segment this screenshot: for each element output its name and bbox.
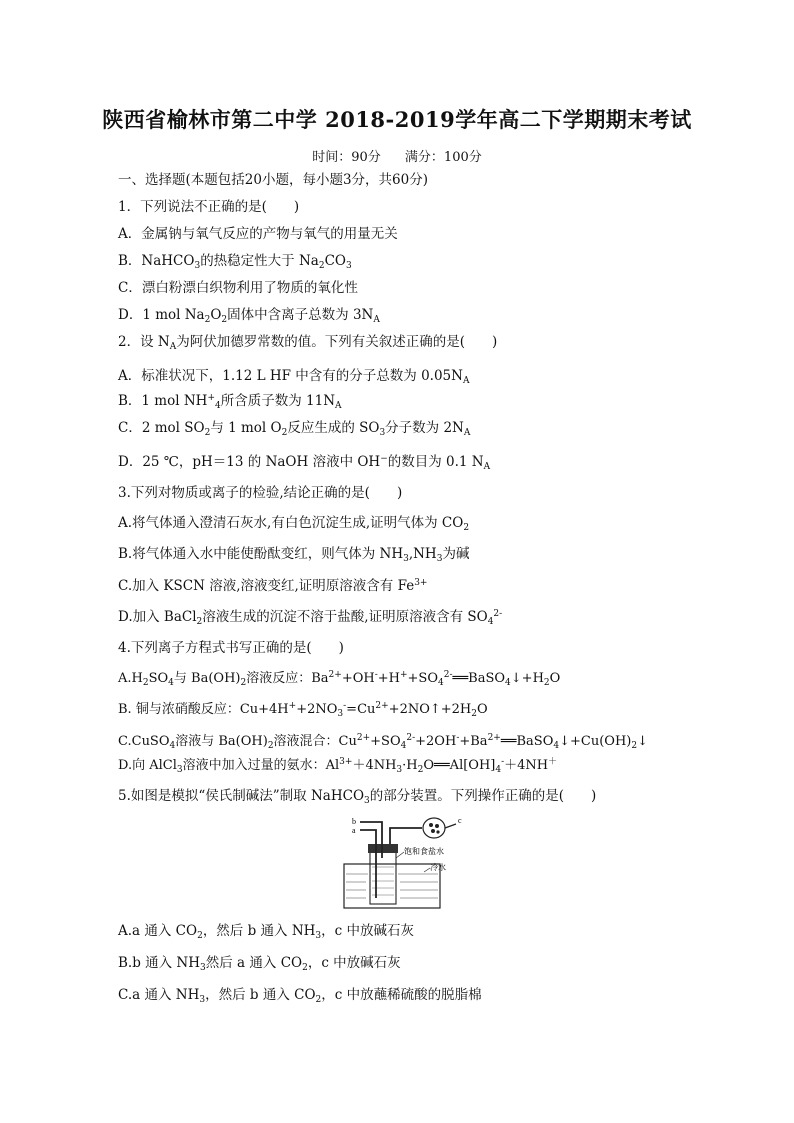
q3-option-d: D.加入 BaCl$_2$溶液生成的沉淀不溶于盐酸,证明原溶液含有 $SO_4^{2-}$ (118, 609, 503, 627)
q4-option-a: $A.H_2SO_4$与 $Ba(OH)_2$溶液反应：$Ba^{2+}+OH^-+H^++SO_4^{2-}══BaSO_4↓+H_2O$ (118, 670, 561, 688)
q2-stem: 2．设 $N_A$为阿伏加德罗常数的值。下列有关叙述正确的是( ) (118, 334, 498, 352)
label-cold: 冷水 (430, 863, 446, 872)
label-a: a (352, 826, 356, 835)
reaction-tube (370, 852, 396, 904)
section-heading: 一、选择题(本题包括20小题，每小题3分，共60分) (118, 172, 428, 188)
packing-dot (436, 830, 439, 833)
exam-info (0, 146, 794, 165)
q4-stem: 4.下列离子方程式书写正确的是( ) (118, 640, 344, 656)
q4-option-c: C.CuSO$_4$溶液与 $Ba(OH)_2$溶液混合：$Cu^{2+}+SO_4^{2-}+2OH^-+Ba^{2+}══BaSO_4↓+Cu(OH)_2↓$ (118, 733, 648, 751)
apparatus-diagram (338, 812, 472, 912)
q2-option-a: A．标准状况下，1.12 L HF 中含有的分子总数为 $0.05N_A$ (118, 368, 470, 386)
q2-option-b: B．1 mol $NH^+_4$所含质子数为 $11N_A$ (118, 393, 342, 411)
outlet-tube (390, 828, 422, 844)
q1-option-d: D．1 mol $Na_2O_2$固体中含离子总数为 $3N_A$ (118, 307, 380, 325)
exam-time: 时间：90分 (312, 150, 381, 165)
q3-option-a: A.将气体通入澄清石灰水,有白色沉淀生成,证明气体为 $CO_2$ (118, 515, 470, 533)
q1-option-b: B．NaHCO$_3$的热稳定性大于 $Na_2CO_3$ (118, 253, 352, 271)
q3-stem: 3.下列对物质或离子的检验,结论正确的是( ) (118, 485, 403, 501)
q1-option-c: C．漂白粉漂白织物利用了物质的氧化性 (118, 280, 358, 296)
exam-score: 满分：100分 (404, 150, 482, 165)
bulb-outlet (445, 824, 456, 828)
q5-option-b: B.b 通入 $NH_3$然后 a 通入 $CO_2$，c 中放碱石灰 (118, 955, 401, 973)
label-b: b (352, 817, 356, 826)
drying-bulb (423, 818, 445, 838)
rubber-stopper (368, 844, 398, 853)
q1-stem: 1．下列说法不正确的是( ) (118, 199, 300, 215)
q5-option-c: C.a 通入 $NH_3$，然后 b 通入 $CO_2$，c 中放蘸稀硫酸的脱脂棉 (118, 987, 482, 1005)
q4-option-d: D.向 AlCl$_3$溶液中加入过量的氨水：$Al^{3+}+4NH_3\cdot H_2O══Al[OH]_4^-+4NH^+$ (118, 757, 558, 775)
q2-option-d: D．25 ℃，pH＝13 的 NaOH 溶液中 OH−的数目为 0.1 $N_A$ (118, 454, 491, 472)
packing-dot (429, 823, 433, 827)
q3-option-b: B.将气体通入水中能使酚酞变红，则气体为 $NH_3,NH_3$为碱 (118, 546, 470, 564)
q1-option-a: A．金属钠与氧气反应的产物与氧气的用量无关 (118, 226, 398, 242)
label-c: c (458, 816, 462, 825)
q5-option-a: A.a 通入 $CO_2$，然后 b 通入 $NH_3$，c 中放碱石灰 (118, 923, 415, 941)
cold-water-lines (346, 874, 438, 898)
packing-dot (431, 829, 435, 833)
exam-title: 陕西省榆林市第二中学 2018-2019学年高二下学期期末考试 (102, 107, 692, 132)
label-brine: 饱和食盐水 (404, 847, 444, 856)
q4-option-b: B. 铜与浓硝酸反应：$Cu+4H^++2NO_3^-=Cu^{2+}+2NO↑+2H_2O$ (118, 701, 488, 719)
q2-option-c: C．2 mol $SO_2$与 1 mol $O_2$反应生成的 $SO_3$分子数为 $2N_A$ (118, 420, 471, 438)
q5-stem: 5.如图是模拟“侯氏制碱法”制取 NaHCO$_3$的部分装置。下列操作正确的是( ) (118, 788, 597, 806)
q3-option-c: C.加入 KSCN 溶液,溶液变红,证明原溶液含有 $Fe^{3+}$ (118, 578, 428, 594)
packing-dot (435, 824, 439, 828)
